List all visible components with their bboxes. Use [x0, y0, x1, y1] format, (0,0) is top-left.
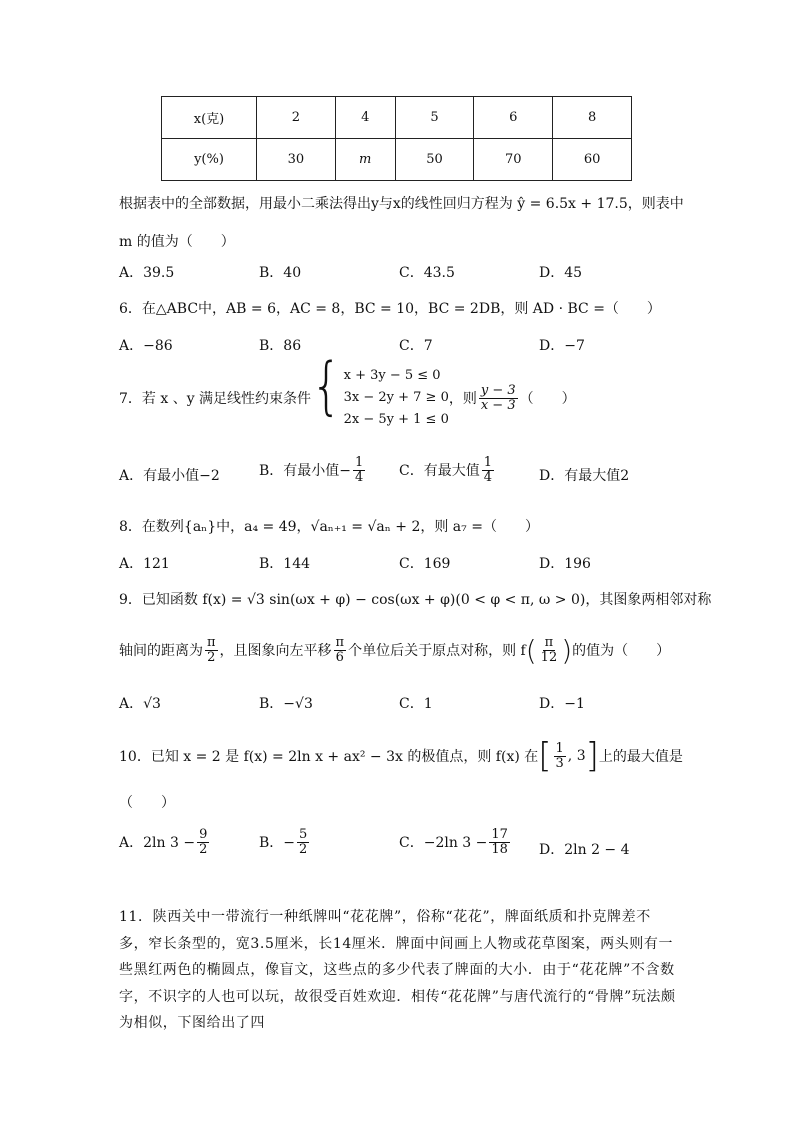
fraction-numerator: 9 — [199, 827, 208, 842]
q10-text: 上的最大值是 — [598, 749, 683, 765]
fraction-numerator: π — [544, 634, 554, 650]
fraction-denominator: 4 — [355, 469, 364, 485]
q10-option-b — [259, 828, 311, 856]
option-fraction — [489, 828, 510, 856]
fraction-numerator: y − 3 — [480, 382, 516, 398]
q9-stem-line1: 9．已知函数 f(x) = √3 sin(ωx + φ) − cos(ωx + φ)(0 < φ < π, ω > 0)，其图象两相邻对称 — [119, 592, 712, 608]
option-fraction — [353, 456, 365, 484]
constraint-2: 3x − 2y + 7 ≥ 0 — [343, 390, 449, 405]
table-cell: m — [335, 139, 395, 181]
q10-fraction — [554, 742, 566, 770]
q7-option-c — [399, 456, 496, 484]
q10-stem-line2: （ ） — [119, 795, 175, 811]
option-text: C．有最大值 — [399, 463, 480, 480]
q7-lead: 7．若 x 、y 满足线性约束条件 — [119, 391, 312, 407]
q5-option-b: B．40 — [259, 265, 302, 281]
q7-fraction — [479, 384, 518, 412]
option-fraction — [297, 828, 309, 856]
q8-option-d: D．196 — [539, 556, 591, 572]
fraction-denominator: 18 — [491, 841, 508, 857]
q7-stem — [119, 349, 576, 431]
q5-option-a: A．39.5 — [119, 265, 175, 281]
table-cell: 60 — [553, 139, 632, 181]
fraction-denominator: 3 — [555, 755, 564, 771]
right-paren-icon: ) — [561, 633, 573, 667]
fraction-numerator: 5 — [299, 827, 308, 842]
q9-text: 个单位后关于原点对称，则 f — [348, 643, 526, 659]
q6-option-b: B．86 — [259, 338, 302, 354]
q8-option-b: B．144 — [259, 556, 311, 572]
q9-option-d: D．−1 — [539, 696, 585, 712]
option-text: C．−2ln 3 − — [399, 835, 488, 852]
fraction-denominator: x − 3 — [480, 397, 516, 413]
fraction-denominator: 2 — [299, 841, 308, 857]
q7-option-a: A．有最小值−2 — [119, 468, 220, 484]
table-cell: 2 — [257, 97, 336, 139]
option-fraction — [482, 456, 494, 484]
q6-option-c: C．7 — [399, 338, 433, 354]
fraction-denominator: 6 — [335, 649, 344, 665]
left-brace-icon: { — [311, 349, 342, 423]
table-cell: y(%) — [162, 139, 257, 181]
fraction-numerator: π — [207, 634, 216, 650]
q9-fraction-2 — [334, 636, 347, 664]
table-cell: 70 — [474, 139, 553, 181]
q9-fraction-3 — [539, 636, 560, 664]
q5-option-c: C．43.5 — [399, 265, 455, 281]
q10-text: 10．已知 x = 2 是 f(x) = 2ln x + ax² − 3x 的极值点，则 f(x) 在 — [119, 749, 539, 765]
q11-stem: 11．陕西关中一带流行一种纸牌叫“花花牌”，俗称“花花”，牌面纸质和扑克牌差不多，窄长条型的，宽3.5厘米，长14厘米．牌面中间画上人物或花草图案，两头则有一些黑红两色的椭圆点，像盲文，这些点的多少代表了牌面的大小．由于“花花牌”不含数字，不识字的人也可以玩，故很受百姓欢迎．相传“花花牌”与唐代流行的“骨牌”玩法颇为相似，下图给出了四 — [119, 909, 676, 1031]
table-row — [162, 139, 632, 181]
fraction-numerator: 1 — [483, 455, 492, 470]
q9-text: 轴间的距离为 — [119, 643, 203, 659]
q5-stem-line2: m 的值为（ ） — [119, 234, 235, 250]
q10-option-a — [119, 828, 211, 856]
option-text: B．有最小值− — [259, 463, 352, 480]
q6-option-d: D．−7 — [539, 338, 585, 354]
table-cell: 8 — [553, 97, 632, 139]
table-row — [162, 97, 632, 139]
constraint-1: x + 3y − 5 ≤ 0 — [343, 368, 441, 383]
option-text: A．2ln 3 − — [119, 835, 196, 852]
q5-option-d: D．45 — [539, 265, 583, 281]
fraction-numerator: 17 — [491, 827, 508, 842]
table-cell: 6 — [474, 97, 553, 139]
fraction-numerator: 1 — [355, 455, 364, 470]
table-cell: x(克) — [162, 97, 257, 139]
table-cell: 5 — [395, 97, 474, 139]
fraction-denominator: 2 — [199, 841, 208, 857]
q10-option-c — [399, 828, 512, 856]
q7-option-d: D．有最大值2 — [539, 468, 630, 484]
q6-stem: 6．在△ABC中，AB = 6，AC = 8，BC = 10，BC = 2DB，则 AD · BC =（ ） — [119, 301, 661, 317]
q10-stem-line1 — [119, 733, 683, 779]
q9-text: 的值为（ ） — [572, 643, 671, 659]
left-bracket-icon: [ — [538, 736, 552, 776]
data-table — [161, 96, 632, 181]
fraction-numerator: 1 — [555, 740, 564, 756]
q9-option-c: C．1 — [399, 696, 433, 712]
q7-mid: ，则 — [448, 391, 477, 407]
fraction-denominator: 12 — [540, 649, 558, 665]
q5-stem-line1: 根据表中的全部数据，用最小二乘法得出y与x的线性回归方程为 ŷ = 6.5x + 17.5，则表中 — [119, 196, 684, 212]
q9-stem-line2 — [119, 628, 670, 672]
table-cell: 4 — [335, 97, 395, 139]
left-paren-icon: ( — [525, 633, 537, 667]
q10-option-d: D．2ln 2 − 4 — [539, 842, 630, 858]
q8-stem: 8．在数列{aₙ}中，a₄ = 49，√aₙ₊₁ = √aₙ + 2，则 a₇ =（ ） — [119, 519, 539, 535]
fraction-denominator: 4 — [483, 469, 492, 485]
q9-text: ，且图象向左平移 — [219, 643, 332, 659]
right-bracket-icon: ] — [585, 736, 599, 776]
table-cell: 30 — [257, 139, 336, 181]
constraint-system — [311, 349, 449, 431]
fraction-denominator: 2 — [207, 649, 216, 665]
option-text: B．− — [259, 835, 296, 852]
q8-option-a: A．121 — [119, 556, 170, 572]
constraint-3: 2x − 5y + 1 ≤ 0 — [343, 412, 449, 427]
q7-option-b — [259, 456, 367, 484]
q7-tail: （ ） — [519, 391, 576, 407]
q9-option-b: B．−√3 — [259, 696, 313, 712]
q10-text: , 3 — [567, 748, 586, 764]
table-cell: 50 — [395, 139, 474, 181]
q6-option-a: A．−86 — [119, 338, 173, 354]
q8-option-c: C．169 — [399, 556, 451, 572]
fraction-numerator: π — [335, 634, 345, 650]
option-fraction — [197, 828, 209, 856]
q9-option-a: A．√3 — [119, 696, 161, 712]
q9-fraction-1 — [205, 636, 218, 664]
